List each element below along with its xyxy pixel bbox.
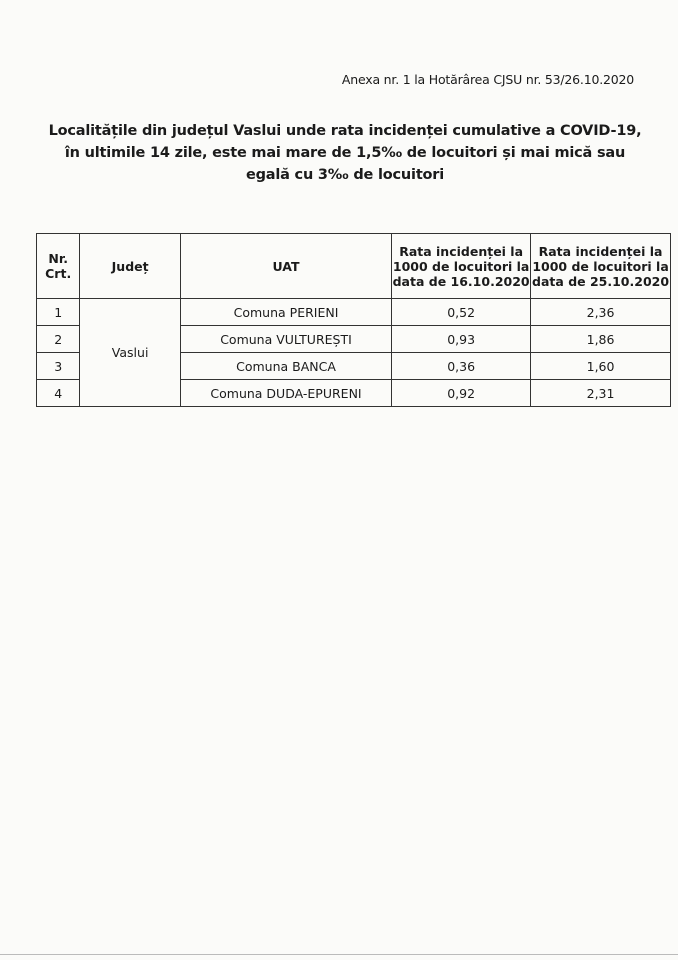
annex-reference: Anexa nr. 1 la Hotărârea CJSU nr. 53/26.10.2020 — [341, 72, 634, 87]
page-bottom-edge — [0, 954, 678, 955]
row-rate-16-10: 0,36 — [392, 353, 531, 380]
row-rate-25-10: 1,60 — [531, 353, 671, 380]
document-title — [40, 120, 650, 186]
title-line-3: egală cu 3‰ de locuitori — [245, 167, 445, 183]
header-rate-16-10: Rata incidenței la 1000 de locuitori la data de 16.10.2020 — [392, 234, 531, 299]
row-rate-16-10: 0,52 — [392, 299, 531, 326]
row-nr: 1 — [37, 299, 80, 326]
header-judet: Județ — [80, 234, 181, 299]
row-uat: Comuna VULTUREȘTI — [180, 326, 391, 353]
title-line-1: Localitățile din județul Vaslui unde rata incidenței cumulative a COVID-19, — [48, 123, 642, 139]
row-nr: 2 — [37, 326, 80, 353]
row-rate-16-10: 0,92 — [392, 380, 531, 407]
row-rate-25-10: 2,31 — [531, 380, 671, 407]
row-rate-25-10: 1,86 — [531, 326, 671, 353]
header-rate-25-10: Rata incidenței la 1000 de locuitori la data de 25.10.2020 — [531, 234, 671, 299]
table-header-row — [37, 234, 671, 299]
row-uat: Comuna PERIENI — [180, 299, 391, 326]
header-nr-crt: Nr. Crt. — [37, 234, 80, 299]
row-uat: Comuna BANCA — [180, 353, 391, 380]
row-rate-25-10: 2,36 — [531, 299, 671, 326]
row-nr: 4 — [37, 380, 80, 407]
judet-cell: Vaslui — [80, 299, 181, 407]
title-line-2: în ultimile 14 zile, este mai mare de 1,5‰ de locuitori și mai mică sau — [64, 145, 626, 161]
row-uat: Comuna DUDA-EPURENI — [180, 380, 391, 407]
incidence-table — [36, 233, 671, 407]
table-row — [37, 299, 671, 326]
row-nr: 3 — [37, 353, 80, 380]
row-rate-16-10: 0,93 — [392, 326, 531, 353]
header-uat: UAT — [180, 234, 391, 299]
